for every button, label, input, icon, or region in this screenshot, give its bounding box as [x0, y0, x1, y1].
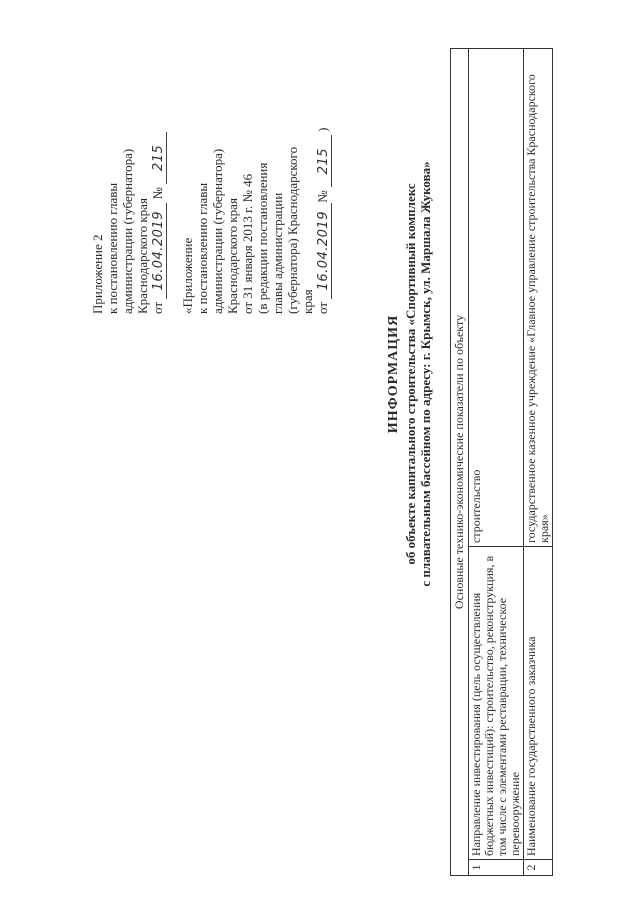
appendix-title: «Приложение: [180, 237, 195, 314]
table-caption: Основные технико-экономические показатели по объекту: [451, 49, 469, 876]
row-label: Наименование государственного заказчика: [524, 547, 553, 860]
appendix-line: главы администрации: [270, 192, 285, 314]
appendix-line: (в редакции постановления: [255, 162, 270, 314]
document-title: [386, 44, 433, 704]
appendix-header: [90, 132, 167, 314]
title-heading: ИНФОРМАЦИЯ: [386, 314, 401, 434]
table-row: [469, 49, 524, 876]
appendix-line: Краснодарского края: [225, 198, 240, 314]
handwritten-number: 215: [316, 135, 332, 187]
handwritten-date: 16.04.2019: [316, 203, 332, 299]
appendix-date-line: [315, 127, 332, 314]
date-prefix: от: [150, 301, 165, 314]
appendix-line: к постановлению главы: [105, 182, 120, 314]
row-number: 1: [469, 860, 524, 876]
number-sign: №: [150, 187, 165, 200]
row-value: государственное казенное учреждение «Главное управление строительства Краснодарского края»: [524, 49, 553, 547]
title-line: с плавательным бассейном по адресу: г. Крымск, ул. Маршала Жукова»: [418, 161, 433, 587]
previous-appendix-header: [180, 127, 332, 314]
appendix-line: Краснодарского края: [135, 198, 150, 314]
appendix-line: к постановлению главы: [195, 182, 210, 314]
table-caption-row: [451, 49, 469, 876]
appendix-date-line: [150, 132, 167, 314]
handwritten-number: 215: [151, 132, 167, 184]
row-number: 2: [524, 860, 553, 876]
handwritten-date: 16.04.2019: [151, 203, 167, 299]
appendix-line: (губернатора) Краснодарского: [285, 146, 300, 314]
row-value: строительство: [469, 49, 524, 547]
appendix-line: администрации (губернатора): [120, 148, 135, 314]
appendix-line: от 31 января 2013 г. № 46: [240, 173, 255, 314]
appendix-line: администрации (губернатора): [210, 148, 225, 314]
table-row: [524, 49, 553, 876]
row-label: Направление инвестирования (цель осуществления бюджетных инвестиций): строительство, реконструкция, в том числе с элементами реставрации, техническое перевооружение: [469, 547, 524, 860]
title-line: об объекте капитального строительства «Спортивный комплекс: [403, 183, 418, 565]
indicators-table: [450, 48, 553, 876]
appendix-title: Приложение 2: [90, 234, 105, 314]
date-prefix: от: [315, 301, 330, 314]
number-sign: №: [315, 190, 330, 203]
closing-parenthesis: ): [315, 127, 330, 132]
appendix-line: края: [300, 289, 315, 314]
